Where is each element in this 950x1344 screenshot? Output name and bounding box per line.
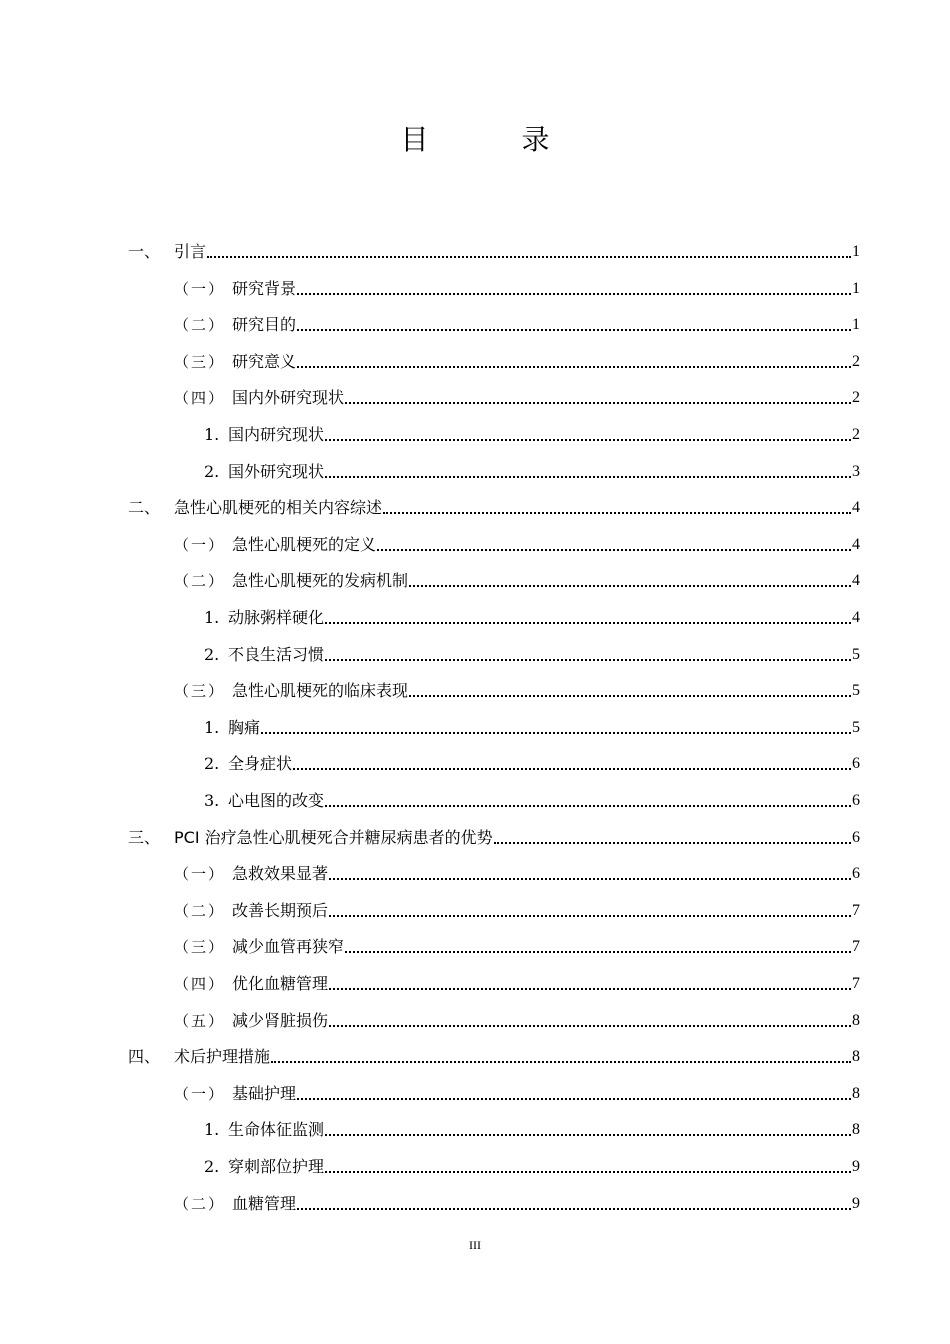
toc-entry-label: 胸痛	[228, 717, 261, 737]
toc-entry[interactable]	[174, 964, 860, 994]
toc-dot-leader	[329, 1023, 851, 1027]
toc-entry-number: 1.	[204, 608, 220, 627]
toc-entry[interactable]	[174, 1001, 860, 1031]
toc-entry[interactable]	[174, 525, 860, 555]
toc-entry[interactable]	[174, 671, 860, 701]
footer-page-number: III	[469, 1238, 481, 1252]
toc-entry-page: 6	[852, 865, 860, 883]
toc-entry-label: 动脉粥样硬化	[228, 608, 325, 627]
toc-entry-label: 减少血管再狭窄	[232, 937, 345, 957]
toc-entry-number: 三、	[128, 827, 161, 847]
toc-entry-number: 1.	[204, 1120, 220, 1140]
toc-entry-label: 急性心肌梗死的发病机制	[232, 571, 409, 591]
toc-entry-page: 8	[852, 1048, 860, 1066]
toc-entry-label: 优化血糖管理	[232, 974, 329, 993]
toc-entry-number: （二）	[174, 572, 226, 591]
toc-entry[interactable]	[204, 1147, 860, 1177]
toc-entry-label: 国内研究现状	[228, 425, 325, 444]
toc-entry-page: 7	[852, 901, 860, 919]
toc-dot-leader	[261, 730, 851, 734]
page-title: 目 录	[400, 123, 592, 156]
toc-entry-number: （三）	[174, 682, 226, 701]
toc-entry-page: 8	[852, 1121, 860, 1139]
toc-dot-leader	[207, 254, 851, 258]
toc-entry-number: 1.	[204, 425, 220, 444]
toc-dot-leader	[345, 400, 851, 404]
toc-dot-leader	[297, 1096, 851, 1100]
toc-entry-page: 1	[852, 279, 860, 297]
toc-entry-page: 2	[852, 352, 860, 370]
toc-dot-leader	[329, 913, 851, 917]
toc-entry-number: （三）	[174, 938, 226, 957]
toc-entry-number: （二）	[174, 901, 226, 920]
toc-entry-page: 2	[852, 389, 860, 407]
toc-entry-page: 4	[852, 609, 860, 626]
toc-entry-page: 2	[852, 426, 860, 443]
toc-entry[interactable]	[204, 1110, 860, 1140]
toc-entry-label: 急性心肌梗死的定义	[232, 534, 377, 554]
toc-entry-page: 4	[852, 535, 860, 553]
toc-dot-leader	[325, 803, 851, 807]
toc-dot-leader	[325, 1169, 851, 1173]
toc-entry[interactable]	[174, 1184, 860, 1214]
toc-entry[interactable]	[174, 269, 860, 299]
toc-entry-number: 2.	[204, 461, 220, 481]
toc-entry[interactable]	[204, 744, 860, 774]
toc-entry-label: 研究意义	[232, 351, 297, 371]
toc-entry-number: 二、	[128, 498, 161, 518]
toc-entry[interactable]	[174, 891, 860, 921]
toc-entry-label: 引言	[174, 242, 207, 261]
toc-entry-label: PCI 治疗急性心肌梗死合并糖尿病患者的优势	[174, 827, 493, 847]
toc-entry[interactable]	[128, 232, 860, 262]
toc-entry[interactable]	[174, 854, 860, 884]
toc-dot-leader	[409, 583, 851, 587]
toc-entry-number: （二）	[174, 1194, 226, 1213]
toc-dot-leader	[409, 693, 851, 697]
toc-entry-page: 6	[852, 828, 860, 846]
toc-dot-leader	[345, 949, 851, 953]
toc-entry[interactable]	[204, 452, 860, 482]
toc-entry-page: 7	[852, 938, 860, 956]
toc-entry-page: 1	[852, 316, 860, 334]
toc-dot-leader	[383, 510, 851, 514]
toc-entry[interactable]	[174, 342, 860, 372]
toc-dot-leader	[377, 547, 851, 551]
toc-entry-number: 2.	[204, 644, 220, 664]
toc-entry-number: （一）	[174, 279, 226, 298]
toc-entry-number: 四、	[128, 1047, 161, 1067]
toc-entry-label: 国外研究现状	[228, 461, 325, 481]
toc-entry-number: 1.	[204, 717, 220, 737]
toc-entry-label: 全身症状	[228, 754, 293, 774]
toc-entry-label: 基础护理	[232, 1083, 297, 1103]
toc-entry[interactable]	[128, 818, 860, 848]
toc-entry-number: （三）	[174, 352, 226, 371]
toc-entry-page: 9	[852, 1158, 860, 1175]
toc-entry-page: 5	[852, 682, 860, 700]
toc-entry-number: （一）	[174, 865, 226, 884]
toc-dot-leader	[271, 1059, 851, 1063]
toc-entry[interactable]	[174, 1074, 860, 1104]
toc-entry-page: 5	[852, 718, 860, 736]
toc-entry-label: 术后护理措施	[174, 1047, 271, 1067]
toc-entry-number: （四）	[174, 389, 226, 408]
toc-entry-label: 改善长期预后	[232, 900, 329, 920]
toc-entry-number: （一）	[174, 1084, 226, 1103]
toc-entry-page: 4	[852, 572, 860, 590]
toc-entry[interactable]	[174, 305, 860, 335]
toc-entry-page: 7	[852, 975, 860, 992]
toc-dot-leader	[494, 840, 851, 844]
toc-dot-leader	[325, 1132, 851, 1136]
toc-entry-label: 穿刺部位护理	[228, 1157, 325, 1176]
toc-entry-number: 3.	[204, 791, 220, 810]
toc-entry-label: 国内外研究现状	[232, 388, 345, 408]
toc-entry[interactable]	[128, 1037, 860, 1067]
toc-entry-label: 心电图的改变	[228, 791, 325, 810]
toc-entry[interactable]	[204, 598, 860, 628]
toc-dot-leader	[297, 327, 851, 331]
toc-dot-leader	[293, 766, 851, 770]
toc-entry-page: 8	[852, 1011, 860, 1029]
toc-entry-page: 1	[852, 243, 860, 260]
toc-entry[interactable]	[204, 708, 860, 738]
toc-entry[interactable]	[204, 781, 860, 811]
toc-entry-label: 减少肾脏损伤	[232, 1010, 329, 1030]
toc-entry-number: （五）	[174, 1011, 226, 1030]
toc-entry-number: （一）	[174, 535, 226, 554]
toc-dot-leader	[297, 1206, 851, 1210]
toc-dot-leader	[329, 986, 851, 990]
toc-dot-leader	[325, 657, 851, 661]
toc-entry-number: 2.	[204, 754, 220, 774]
toc-entry-label: 研究背景	[232, 278, 297, 298]
toc-entry-page: 3	[852, 462, 860, 480]
toc-entry-page: 6	[852, 792, 860, 809]
toc-entry[interactable]	[204, 415, 860, 445]
toc-entry-number: （四）	[174, 975, 226, 993]
toc-entry-page: 6	[852, 755, 860, 773]
toc-entry-page: 9	[852, 1194, 860, 1212]
toc-entry[interactable]	[128, 488, 860, 518]
toc-entry[interactable]	[174, 927, 860, 957]
toc-dot-leader	[325, 620, 851, 624]
toc-entry-number: （二）	[174, 316, 226, 335]
toc-entry[interactable]	[204, 635, 860, 665]
toc-entry-number: 一、	[128, 242, 161, 261]
toc-entry-label: 急性心肌梗死的临床表现	[232, 681, 409, 701]
toc-entry-page: 5	[852, 645, 860, 663]
toc-entry-label: 生命体征监测	[228, 1120, 325, 1140]
toc-dot-leader	[325, 474, 851, 478]
toc-dot-leader	[297, 364, 851, 368]
toc-dot-leader	[325, 437, 851, 441]
toc-entry-page: 4	[852, 499, 860, 517]
toc-entry[interactable]	[174, 378, 860, 408]
toc-dot-leader	[329, 876, 851, 880]
toc-entry-label: 不良生活习惯	[228, 644, 325, 664]
toc-entry[interactable]	[174, 561, 860, 591]
toc-entry-number: 2.	[204, 1157, 220, 1176]
toc-entry-label: 血糖管理	[232, 1193, 297, 1213]
toc-entry-label: 研究目的	[232, 315, 297, 335]
toc-dot-leader	[297, 291, 851, 295]
toc-entry-label: 急救效果显著	[232, 864, 329, 884]
toc-entry-page: 8	[852, 1084, 860, 1102]
toc-entry-label: 急性心肌梗死的相关内容综述	[174, 498, 383, 518]
